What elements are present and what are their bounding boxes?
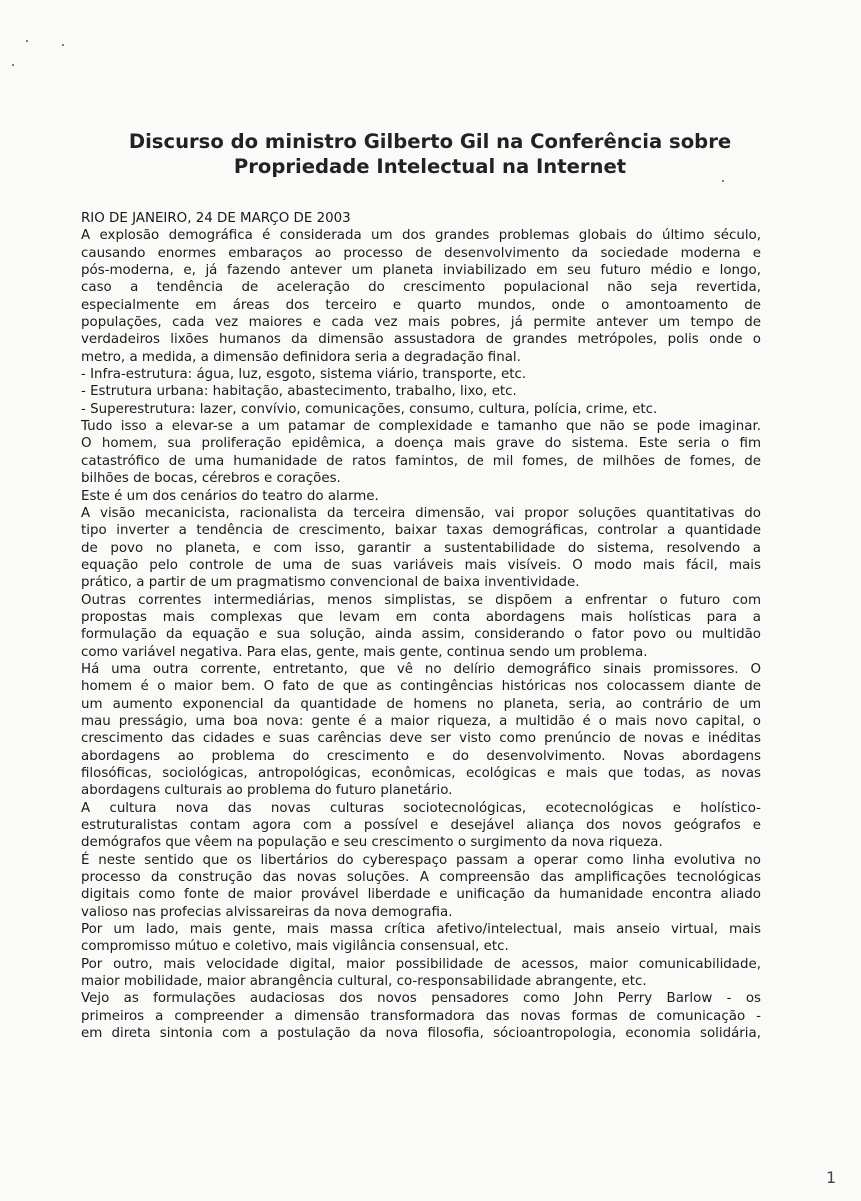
text-line: Por outro, mais velocidade digital, maior possibilidade de acessos, maior comunicabilidade, [81,956,761,972]
text-line: propostas mais complexas que levam em conta abordagens mais holísticas para a [81,609,761,625]
speck-mark [12,64,14,66]
text-line: valioso nas profecias alvissareiras da nova demografia. [81,904,453,920]
text-line: Tudo isso a elevar-se a um patamar de complexidade e tamanho que não se pode imaginar. [81,419,761,435]
text-line: caso a tendência de aceleração do crescimento populacional não seja revertida, [81,280,761,296]
document-body [81,210,761,1043]
text-line: populações, cada vez maiores e cada vez mais pobres, já permite antever um tempo de [81,315,761,331]
text-line: abordagens culturais ao problema do futuro planetário. [81,783,453,799]
text-line: formulação da equação e sua solução, ainda assim, considerando o fator povo ou multidão [81,627,761,643]
speck-mark [62,44,64,46]
text-line: - Estrutura urbana: habitação, abastecimento, trabalho, lixo, etc. [81,384,517,400]
text-line: digitais como fonte de maior provável liberdade e unificação da humanidade encontra aliado [81,887,761,903]
text-line: crescimento das cidades e suas carências deve ser visto como prenúncio de novas e inéditas [81,731,761,747]
text-line: O homem, sua proliferação epidêmica, a doença mais grave do sistema. Este seria o fim [81,436,761,452]
text-line: demógrafos que vêem na população e seu crescimento o surgimento da nova riqueza. [81,835,663,851]
title-line: Discurso do ministro Gilberto Gil na Conferência sobre [128,130,732,153]
text-line: - Infra-estrutura: água, luz, esgoto, sistema viário, transporte, etc. [81,367,527,383]
text-line: Outras correntes intermediárias, menos simplistas, se dispõem a enfrentar o futuro com [81,592,761,608]
text-line: em direta sintonia com a postulação da nova filosofia, sócioantropologia, economia solidária, [81,1026,761,1042]
text-line: de povo no planeta, e com isso, garantir a sustentabilidade do sistema, resolvendo a [81,540,761,556]
text-line: causando enormes embaraços ao processo de desenvolvimento da sociedade moderna e [81,245,761,261]
text-line: mau presságio, uma boa nova: gente é a maior riqueza, a multidão é o mais novo capital, o [81,713,761,729]
text-line: É neste sentido que os libertários do cyberespaço passam a operar como linha evolutiva no [81,852,761,868]
text-line: compromisso mútuo e coletivo, mais vigilância consensual, etc. [81,939,509,955]
text-line: equação pelo controle de uma de suas variáveis mais visíveis. O modo mais fácil, mais [81,557,761,573]
speck-mark [722,180,724,182]
text-line: abordagens ao problema do crescimento e do desenvolvimento. Novas abordagens [81,748,761,764]
text-line: especialmente em áreas dos terceiro e quarto mundos, onde o amontoamento de [81,297,761,313]
text-line: tipo inverter a tendência de crescimento, baixar taxas demográficas, controlar a quantidade [81,523,761,539]
text-line: A visão mecanicista, racionalista da terceira dimensão, vai propor soluções quantitativas do [81,505,761,521]
text-line: um aumento exponencial da quantidade de homens no planeta, seria, ao contrário de um [81,696,761,712]
text-line: maior mobilidade, maior abrangência cultural, co-responsabilidade abrangente, etc. [81,974,647,990]
document-title [80,129,780,179]
text-line: Há uma outra corrente, entretanto, que vê no delírio demográfico sinais promissores. O [81,661,761,677]
page-number-mark: 1 [826,1168,837,1187]
text-line: prático, a partir de um pragmatismo convencional de baixa inventividade. [81,575,580,591]
text-line: - Superestrutura: lazer, convívio, comunicações, consumo, cultura, polícia, crime, etc. [81,401,658,417]
text-line: estruturalistas contam agora com a possível e desejável aliança dos novos geógrafos e [81,818,761,834]
text-line: A explosão demográfica é considerada um dos grandes problemas globais do último século, [81,228,761,244]
text-line: A cultura nova das novas culturas sociotecnológicas, ecotecnológicas e holístico- [81,800,761,816]
title-line: Propriedade Intelectual na Internet [233,155,627,178]
text-line: processo da construção das novas soluções. A compreensão das amplificações tecnológicas [81,870,761,886]
text-line: catastrófico de uma humanidade de ratos famintos, de mil fomes, de milhões de fomes, de [81,453,761,469]
text-line: Vejo as formulações audaciosas dos novos pensadores como John Perry Barlow - os [81,991,761,1007]
text-line: pós-moderna, e, já fazendo antever um planeta inviabilizado em seu futuro médio e longo, [81,263,761,279]
speck-mark [26,40,28,42]
dateline: RIO DE JANEIRO, 24 DE MARÇO DE 2003 [81,211,351,226]
text-line: como variável negativa. Para elas, gente, mais gente, continua sendo um problema. [81,644,648,660]
text-line: Por um lado, mais gente, mais massa crítica afetivo/intelectual, mais anseio virtual, mais [81,922,761,938]
text-line: primeiros a compreender a dimensão transformadora das novas formas de comunicação - [81,1008,761,1024]
text-line: Este é um dos cenários do teatro do alarme. [81,488,379,504]
text-line: homem é o maior bem. O fato de que as contingências históricas nos colocassem diante de [81,679,761,695]
text-line: bilhões de bocas, cérebros e corações. [81,471,341,487]
text-line: verdadeiros lixões humanos da dimensão assustadora de grandes metrópoles, polis onde o [81,332,761,348]
text-line: filosóficas, sociológicas, antropológicas, econômicas, ecológicas e mais que todas, as novas [81,766,761,781]
text-line: metro, a medida, a dimensão definidora seria a degradação final. [81,349,521,365]
